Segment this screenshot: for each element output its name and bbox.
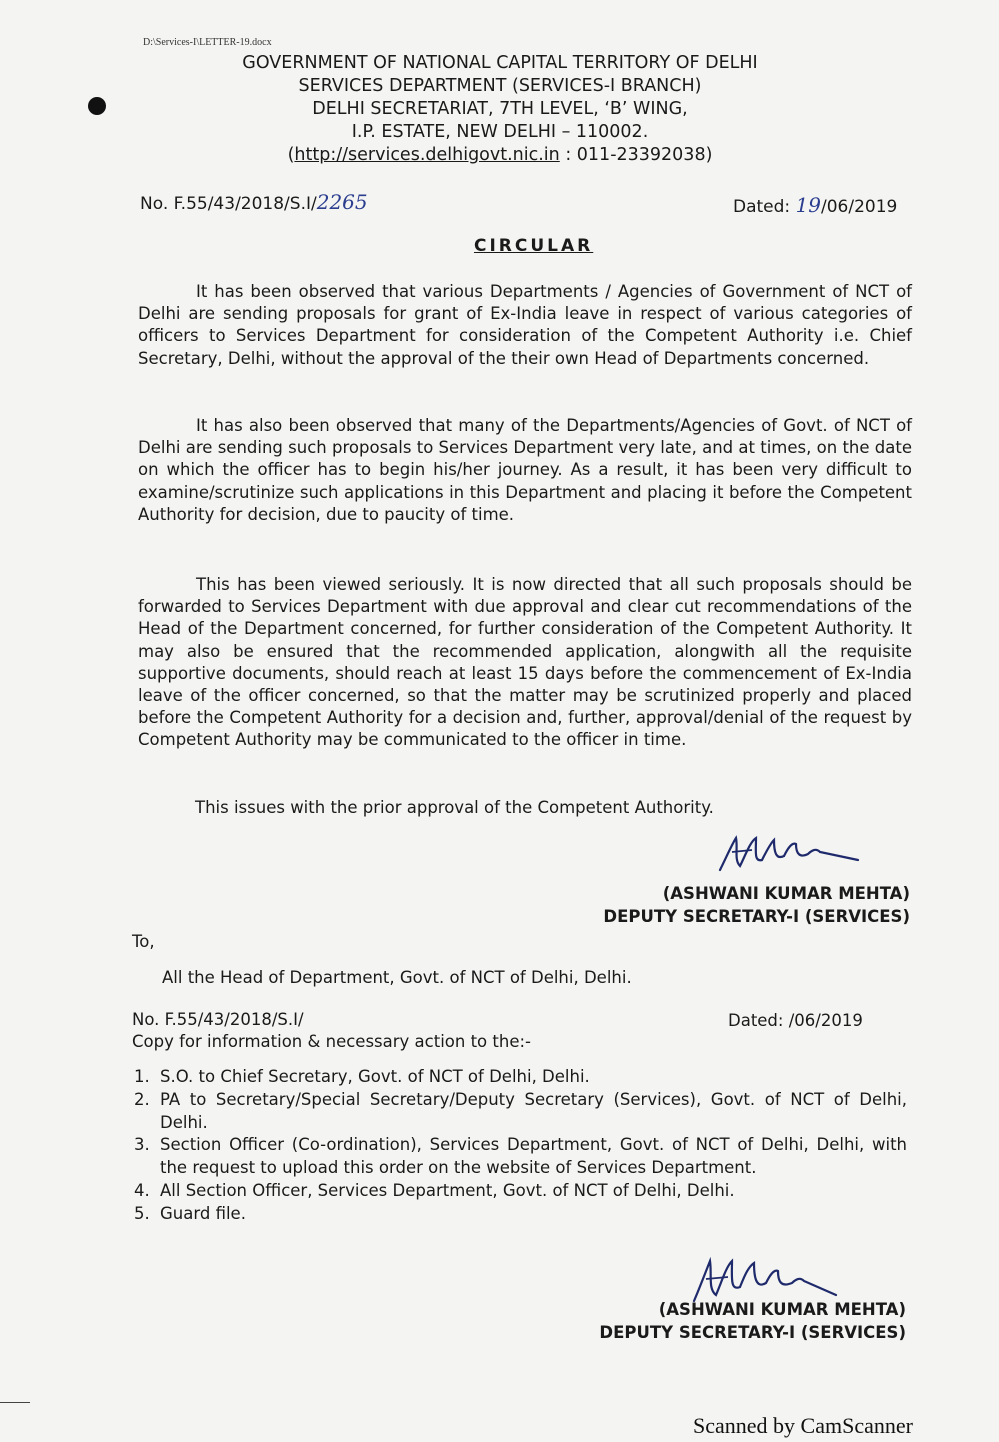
scanner-watermark: Scanned by CamScanner (693, 1413, 913, 1438)
list-item: 5. Guard file. (134, 1203, 246, 1223)
letterhead-line-1: GOVERNMENT OF NATIONAL CAPITAL TERRITORY OF DELHI (242, 53, 758, 73)
handwritten-day: 19 (795, 193, 822, 217)
signatory-name: (ASHWANI KUMAR MEHTA) (658, 1300, 906, 1319)
document-title: CIRCULAR (474, 236, 594, 256)
paragraph-1: It has been observed that various Departments / Agencies of Government of NCT of Delhi are sending proposals for grant of Ex-India leave in respect of various categories of officers to Services Department for consideration of the Competent Authority i.e. Chief Secretary, Delhi, without the approval of the their own Head of Departments concerned. (138, 282, 912, 368)
punch-hole-dot (88, 97, 106, 115)
signatory-designation: DEPUTY SECRETARY-I (SERVICES) (599, 1323, 906, 1342)
signatory-designation: DEPUTY SECRETARY-I (SERVICES) (603, 907, 910, 926)
letterhead (180, 52, 820, 167)
list-item: 2. PA to Secretary/Special Secretary/Deputy Secretary (Services), Govt. of NCT of Delhi, Delhi. (134, 1089, 907, 1132)
recipient-line: All the Head of Department, Govt. of NCT of Delhi, Delhi. (162, 968, 632, 987)
approval-note: This issues with the prior approval of the Competent Authority. (195, 798, 714, 817)
signature-block-1 (500, 882, 910, 928)
letterhead-line-3: DELHI SECRETARIAT, 7TH LEVEL, ‘B’ WING, (312, 99, 688, 119)
list-item: 4. All Section Officer, Services Department, Govt. of NCT of Delhi, Delhi. (134, 1180, 735, 1200)
list-item: 3. Section Officer (Co-ordination), Services Department, Govt. of NCT of Delhi, Delhi, with the request to upload this order on the website of Services Department. (134, 1135, 907, 1178)
website-link[interactable]: http://services.delhigovt.nic.in (294, 145, 560, 165)
paragraph-2: It has also been observed that many of the Departments/Agencies of Govt. of NCT of Delhi are sending such proposals to Services Department very late, and at times, on the date on which the officer has to begin his/her journey. As a result, it has been very difficult to examine/scrutinize such applications in this Department and placing it before the Competent Authority for decision, due to paucity of time. (138, 416, 912, 524)
page-edge-line (0, 1402, 30, 1403)
list-item: 1. S.O. to Chief Secretary, Govt. of NCT of Delhi, Delhi. (134, 1067, 590, 1086)
issue-date: Dated: 19/06/2019 (733, 193, 898, 217)
copy-reference-number: No. F.55/43/2018/S.I/ (132, 1010, 304, 1029)
signature-block-2 (490, 1298, 906, 1344)
letterhead-contact: (http://services.delhigovt.nic.in : 011-23392038) (287, 145, 713, 165)
signature-1 (712, 830, 862, 878)
letterhead-line-4: I.P. ESTATE, NEW DELHI – 110002. (351, 122, 649, 142)
signatory-name: (ASHWANI KUMAR MEHTA) (662, 884, 910, 903)
copy-intro: Copy for information & necessary action to the:- (132, 1032, 531, 1051)
handwritten-ref-number: 2265 (316, 190, 368, 214)
file-path: D:\Services-I\LETTER-19.docx (143, 37, 272, 48)
paragraph-3: This has been viewed seriously. It is now directed that all such proposals should be forwarded to Services Department with due approval and clear cut recommendations of the Head of the Department concerned, for further consideration of the Competent Authority. It may also be ensured that the recommended application, alongwith all the requisite supportive documents, should reach at least 15 days before the commencement of Ex-India leave of the officer concerned, so that the matter may be scrutinized properly and placed before the Competent Authority for a decision and, further, approval/denial of the request by Competent Authority may be communicated to the officer in time. (138, 575, 912, 750)
copy-list (134, 1066, 907, 1226)
copy-date: Dated: /06/2019 (728, 1011, 863, 1030)
reference-number: No. F.55/43/2018/S.I/2265 (140, 190, 368, 214)
letterhead-line-2: SERVICES DEPARTMENT (SERVICES-I BRANCH) (298, 76, 702, 96)
to-label: To, (132, 932, 155, 951)
